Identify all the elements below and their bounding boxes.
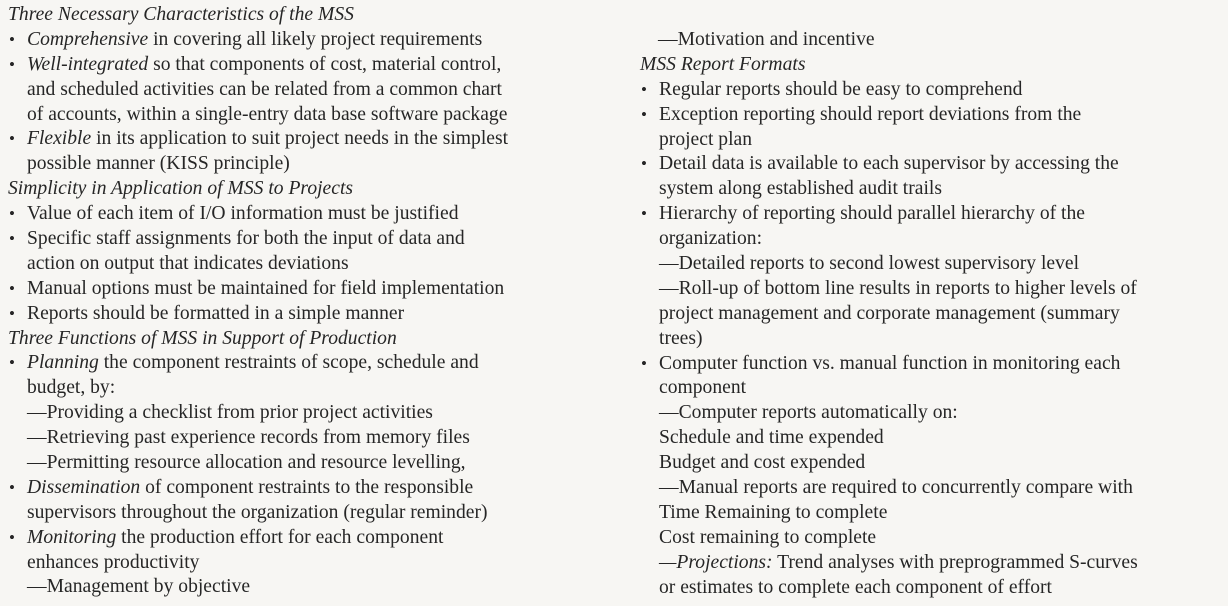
- list-item-text: of component restraints to the responsible: [140, 476, 474, 498]
- list-item-flexible: [8, 127, 608, 152]
- list-item-continuation: and scheduled activities can be related from a common chart: [27, 78, 502, 100]
- sub-item-detail: Time Remaining to complete: [659, 501, 888, 523]
- list-item-text: in its application to suit project needs in the simplest: [91, 128, 509, 150]
- sub-item-continuation: trees): [659, 327, 703, 349]
- sub-item: —Providing a checklist from prior project activities: [27, 402, 433, 424]
- list-item-continuation: budget, by:: [27, 377, 116, 399]
- sub-item-detail: Cost remaining to complete: [659, 526, 877, 548]
- list-item: • Reports should be formatted in a simple manner: [8, 302, 608, 327]
- term-planning: Planning: [27, 352, 99, 374]
- section-heading-functions: Three Functions of MSS in Support of Production: [8, 327, 397, 349]
- list-item-well-integrated: [8, 53, 608, 78]
- list-item: • Detail data is available to each supervisor by accessing the: [640, 152, 1225, 177]
- sub-item: —Roll-up of bottom line results in reports to higher levels of: [659, 277, 1137, 299]
- list-item: • Manual options must be maintained for field implementation: [8, 277, 608, 302]
- list-item-continuation: organization:: [659, 228, 763, 250]
- section-heading-characteristics: Three Necessary Characteristics of the MSS: [8, 4, 354, 25]
- sub-item: —Retrieving past experience records from memory files: [27, 427, 470, 449]
- list-item-text: in covering all likely project requirements: [148, 28, 483, 50]
- term-comprehensive: Comprehensive: [27, 28, 149, 50]
- list-item-continuation: supervisors throughout the organization (regular reminder): [27, 501, 488, 523]
- list-item-continuation: action on output that indicates deviations: [27, 252, 349, 274]
- right-column: [640, 28, 1225, 600]
- sub-item-projections: [640, 551, 1225, 576]
- section-heading-report-formats: MSS Report Formats: [640, 53, 806, 75]
- list-item-text: the production effort for each component: [116, 526, 444, 548]
- list-item: • Regular reports should be easy to comprehend: [640, 78, 1225, 103]
- sub-item: —Management by objective: [27, 576, 251, 598]
- list-item-continuation: system along established audit trails: [659, 178, 942, 200]
- list-item: • Value of each item of I/O information must be justified: [8, 202, 608, 227]
- term-dissemination: Dissemination: [27, 476, 141, 498]
- list-item: • Exception reporting should report deviations from the: [640, 103, 1225, 128]
- list-item-planning: [8, 351, 608, 376]
- list-item-text: so that components of cost, material control,: [148, 53, 502, 75]
- sub-item-continuation: or estimates to complete each component of effort: [659, 576, 1053, 598]
- term-monitoring: Monitoring: [27, 526, 117, 548]
- sub-item: —Detailed reports to second lowest supervisory level: [659, 253, 1080, 275]
- list-item-text: the component restraints of scope, schedule and: [98, 352, 479, 374]
- section-heading-simplicity: Simplicity in Application of MSS to Projects: [8, 178, 354, 200]
- list-item-continuation: enhances productivity: [27, 551, 200, 573]
- sub-item: —Motivation and incentive: [658, 29, 875, 50]
- term-well-integrated: Well-integrated: [27, 53, 149, 75]
- list-item: • Specific staff assignments for both the input of data and: [8, 227, 608, 252]
- term-projections: —Projections:: [659, 551, 773, 573]
- sub-item-detail: Budget and cost expended: [659, 452, 866, 474]
- sub-item: —Computer reports automatically on:: [659, 402, 958, 424]
- list-item-continuation: project plan: [659, 128, 753, 150]
- list-item-comprehensive: [8, 28, 608, 53]
- list-item: • Computer function vs. manual function in monitoring each: [640, 352, 1225, 377]
- sub-item-detail: Schedule and time expended: [659, 427, 884, 449]
- sub-item: —Permitting resource allocation and resource levelling,: [27, 452, 466, 474]
- list-item-dissemination: [8, 476, 608, 501]
- sub-item: —Manual reports are required to concurrently compare with: [659, 477, 1133, 499]
- list-item: • Hierarchy of reporting should parallel hierarchy of the: [640, 202, 1225, 227]
- list-item-continuation: possible manner (KISS principle): [27, 153, 290, 175]
- sub-item-text: Trend analyses with preprogrammed S-curves: [772, 551, 1138, 573]
- left-column: [8, 3, 608, 600]
- sub-item-continuation: project management and corporate management (summary: [659, 302, 1120, 324]
- list-item-continuation: component: [659, 377, 747, 399]
- term-flexible: Flexible: [27, 128, 92, 150]
- list-item-monitoring: [8, 526, 608, 551]
- list-item-continuation: of accounts, within a single-entry data base software package: [27, 103, 508, 125]
